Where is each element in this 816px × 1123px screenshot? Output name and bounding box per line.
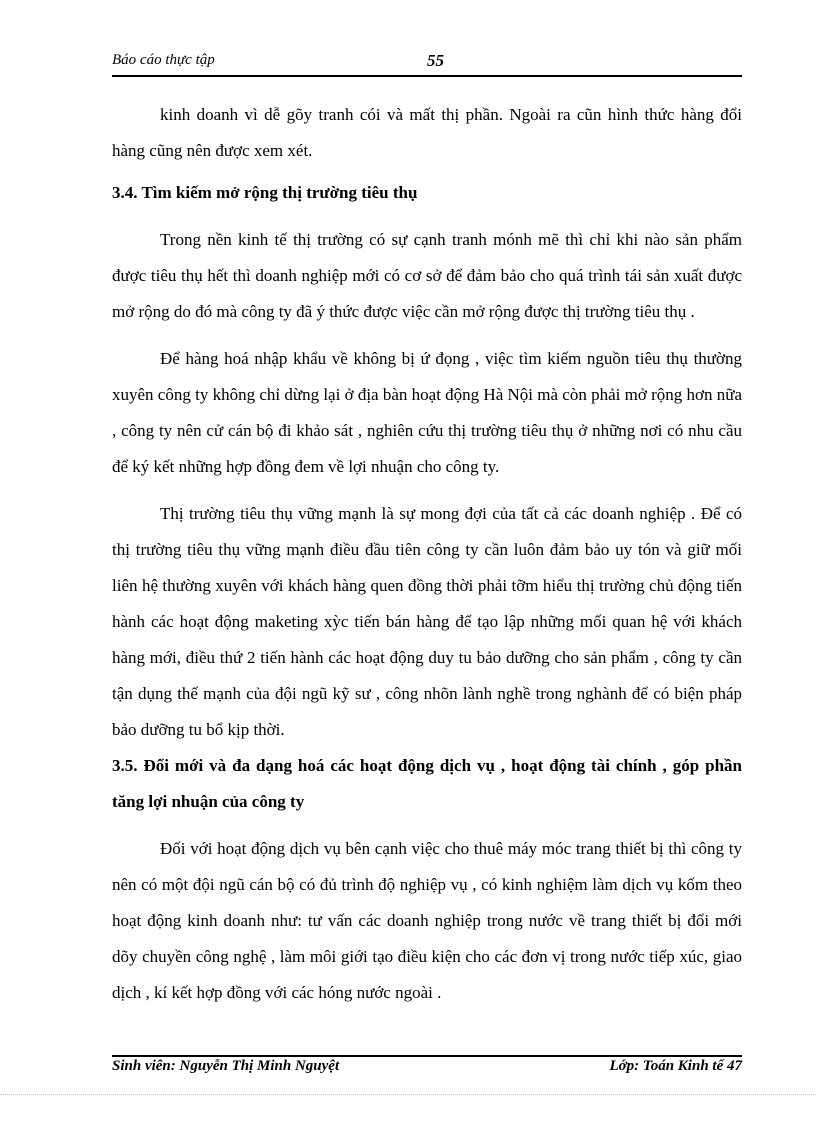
page-body bbox=[112, 97, 742, 1011]
page-header bbox=[112, 52, 742, 76]
class-name: Lớp: Toán Kinh tế 47 bbox=[609, 1058, 742, 1074]
paragraph-5: Đối với hoạt động dịch vụ bên cạnh việc cho thuê máy móc trang thiết bị thì công ty nên có một đội ngũ cán bộ có đủ trình độ nghiệp vụ , có kinh nghiệm làm dịch vụ kốm theo hoạt động kinh doanh như: tư vấn các doanh nghiệp trong nước về trang thiết bị đổi mới dõy chuyền công nghệ , làm môi giới tạo điều kiện cho các đơn vị trong nước tiếp xúc, giao dịch , kí kết hợp đồng với các hóng nước ngoài . bbox=[112, 839, 742, 1002]
page-edge-divider bbox=[0, 1094, 816, 1095]
page-footer bbox=[112, 1058, 742, 1082]
footer-rule bbox=[112, 1055, 742, 1057]
page-number: 55 bbox=[427, 51, 444, 70]
paragraph-1: kinh doanh vì dễ gõy tranh cói và mất thị phần. Ngoài ra cũn hình thức hàng đổi hàng cũng nên được xem xét. bbox=[112, 105, 742, 160]
student-name: Sinh viên: Nguyễn Thị Minh Nguyệt bbox=[112, 1058, 340, 1074]
section-heading-3-4: 3.4. Tìm kiếm mở rộng thị trường tiêu thụ bbox=[112, 183, 418, 202]
paragraph-4: Thị trường tiêu thụ vững mạnh là sự mong đợi của tất cả các doanh nghiệp . Để có thị trường tiêu thụ vững mạnh điều đầu tiên công ty cần luôn đảm bảo uy tón và giữ mối liên hệ thường xuyên với khách hàng quen đồng thời phải tỡm hiểu thị trường chủ động tiến hành các hoạt động maketing xỳc tiến bán hàng để tạo lập những mối quan hệ với khách hàng mới, điều thứ 2 tiến hành các hoạt động duy tu bảo dưỡng cho sản phẩm , công ty cần tận dụng thế mạnh của đội ngũ kỹ sư , công nhõn lành nghề trong nghành để có biện pháp bảo dưỡng tu bổ kịp thời. bbox=[112, 504, 742, 739]
section-heading-3-5: 3.5. Đổi mới và đa dạng hoá các hoạt động dịch vụ , hoạt động tài chính , góp phần tăng lợi nhuận của công ty bbox=[112, 756, 742, 811]
paragraph-3: Để hàng hoá nhập khẩu về không bị ứ đọng , việc tìm kiếm nguồn tiêu thụ thường xuyên công ty không chỉ dừng lại ở địa bàn hoạt động Hà Nội mà còn phải mở rộng hơn nữa , công ty nên cử cán bộ đi khảo sát , nghiên cứu thị trường tiêu thụ ở những nơi có nhu cầu để ký kết những hợp đồng đem về lợi nhuận cho công ty. bbox=[112, 349, 742, 476]
paragraph-2: Trong nền kinh tế thị trường có sự cạnh tranh mónh mẽ thì chỉ khi nào sản phẩm được tiêu thụ hết thì doanh nghiệp mới có cơ sở để đảm bảo cho quá trình tái sản xuất được mở rộng do đó mà công ty đã ý thức được việc cần mở rộng được thị trường tiêu thụ . bbox=[112, 230, 742, 321]
report-title: Báo cáo thực tập bbox=[112, 52, 215, 68]
header-rule bbox=[112, 75, 742, 77]
